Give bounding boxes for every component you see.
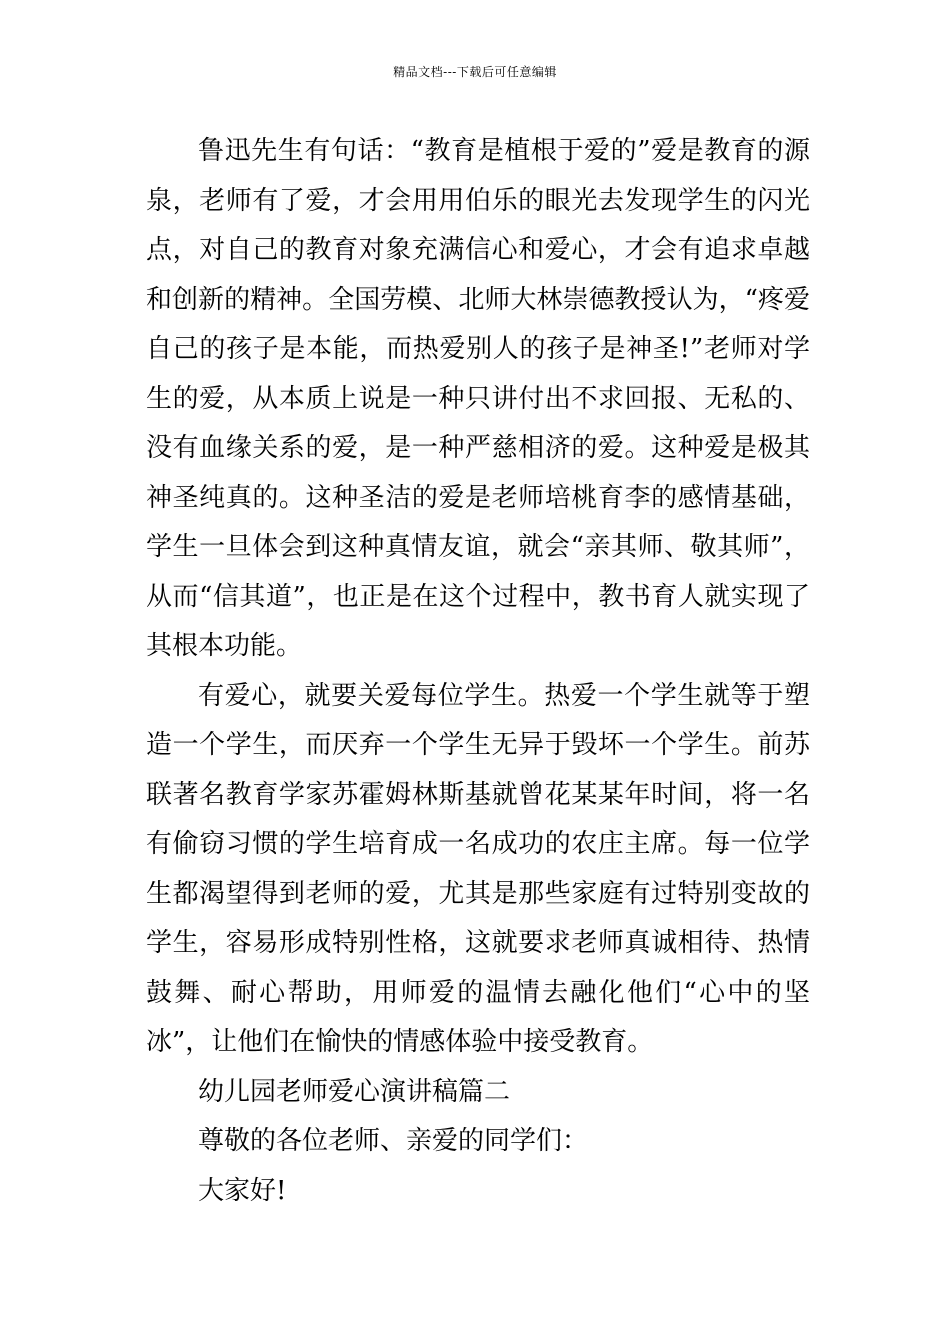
section-title: 幼儿园老师爱心演讲稿篇二 — [198, 1076, 511, 1107]
document-body — [146, 127, 810, 1216]
salutation: 尊敬的各位老师、亲爱的同学们： — [198, 1126, 589, 1156]
greeting: 大家好! — [198, 1175, 287, 1206]
paragraph-2: 有爱心，就要关爱每位学生。热爱一个学生就等于塑造一个学生，而厌弃一个学生无异于毁坏一个学生。前苏联著名教育学家苏霍姆林斯基就曾花某某年时间，将一名有偷窃习惯的学生培育成一名成功的农庄主席。每一位学生都渴望得到老师的爱，尤其是那些家庭有过特别变故的学生，容易形成特别性格，这就要求老师真诚相待、热情鼓舞、耐心帮助，用师爱的温情去融化他们“心中的坚冰”，让他们在愉快的情感体验中接受教育。 — [146, 680, 810, 1057]
page-header: 精品文档---下载后可任意编辑 — [393, 65, 557, 79]
paragraph-1: 鲁迅先生有句话：“教育是植根于爱的”爱是教育的源泉，老师有了爱，才会用用伯乐的眼光去发现学生的闪光点，对自己的教育对象充满信心和爱心，才会有追求卓越和创新的精神。全国劳模、北师大林崇德教授认为，“疼爱自己的孩子是本能，而热爱别人的孩子是神圣!”老师对学生的爱，从本质上说是一种只讲付出不求回报、无私的、没有血缘关系的爱，是一种严慈相济的爱。这种爱是极其神圣纯真的。这种圣洁的爱是老师培桃育李的感情基础，学生一旦体会到这种真情友谊，就会“亲其师、敬其师”，从而“信其道”，也正是在这个过程中，教书育人就实现了其根本功能。 — [146, 136, 810, 661]
